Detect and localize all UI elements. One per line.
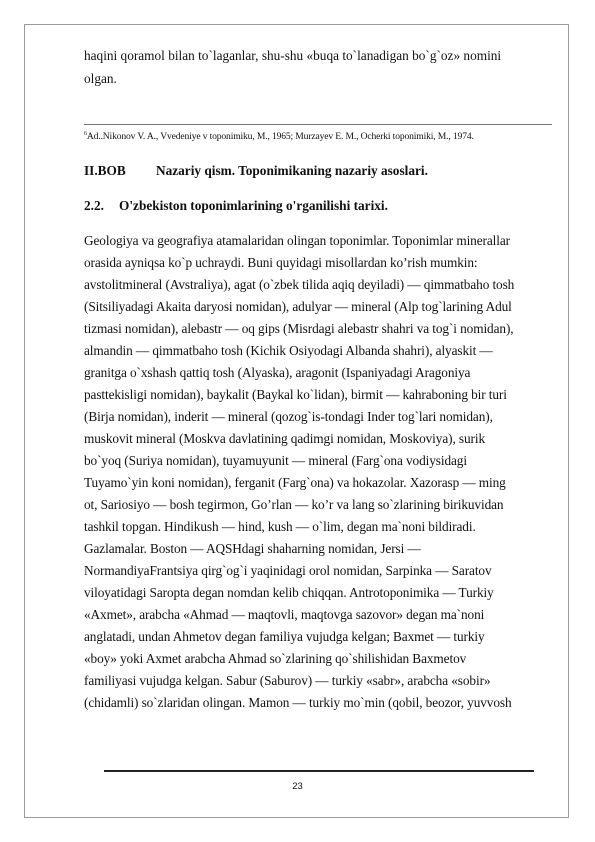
body-paragraph (84, 230, 552, 714)
section-heading (84, 198, 388, 214)
body-line: (chidamli) so`zlaridan olingan. Mamon — turkiy mo`min (qobil, beozor, yuvvosh (84, 695, 512, 710)
body-line: avstolitmineral (Avstraliya), agat (o`zbek tilida aqiq deyiladi) — qimmatbaho tosh (84, 277, 515, 292)
section-title: O'zbekiston toponimlarining o'rganilishi tarixi. (119, 198, 388, 213)
intro-block (84, 44, 552, 90)
footnote-text: Ad..Nikonov V. A., Vvedeniye v toponimiku, M., 1965; Murzayev E. M., Ocherki toponimiki, M., 1974. (86, 131, 474, 142)
footer-divider (104, 770, 534, 772)
intro-line: haqini qoramol bilan to`laganlar, shu-shu «buqa to`lanadigan bo`g`oz» nomini (84, 48, 502, 63)
body-line: NormandiyaFrantsiya qirg`og`i yaqinidagi orol nomidan, Sarpinka — Saratov (84, 563, 492, 578)
section-number: 2.2. (84, 198, 104, 213)
chapter-title: Nazariy qism. Toponimikaning nazariy asoslari. (156, 163, 428, 178)
intro-paragraph (84, 44, 524, 90)
footnote-marker: 6 (84, 130, 87, 137)
body-line: (Sitsiliyadagi Akaita daryosi nomidan), adulyar — mineral (Alp tog`larining Adul (84, 299, 512, 314)
body-line: almandin — qimmatbaho tosh (Kichik Osiyodagi Albanda shahri), alyaskit — (84, 343, 493, 358)
body-line: bo`yoq (Suriya nomidan), tuyamuyunit — mineral (Farg`ona vodiysidagi (84, 453, 467, 468)
intro-line: olgan. (84, 71, 117, 86)
body-line: Tuyamo`yin koni nomidan), ferganit (Farg`ona) va hokazolar. Xazorasp — ming (84, 475, 506, 490)
body-line: Geologiya va geografiya atamalaridan olingan toponimlar. Toponimlar minerallar (84, 233, 510, 248)
body-line: «Axmet», arabcha «Ahmad — maqtovli, maqtovga sazovor» degan ma`noni (84, 607, 485, 622)
body-line: tashkil topgan. Hindikush — hind, kush — o`lim, degan ma`noni bildiradi. (84, 519, 476, 534)
body-line: Gazlamalar. Boston — AQSHdagi shaharning nomidan, Jersi — (84, 541, 421, 556)
chapter-heading (84, 163, 428, 179)
body-line: familiyasi vujudga kelgan. Sabur (Saburov) — turkiy «sabr», arabcha «sobir» (84, 673, 491, 688)
body-line: viloyatidagi Saropta degan nomdan kelib chiqqan. Antrotoponimika — Turkiy (84, 585, 494, 600)
body-line: «boy» yoki Axmet arabcha Ahmad so`zlarining qo`shilishidan Baxmetov (84, 651, 467, 666)
footnote (84, 131, 554, 143)
footnote-divider (84, 124, 552, 125)
body-line: (Birja nomidan), inderit — mineral (qozog`is-tondagi Inder tog`lari nomidan), (84, 409, 493, 424)
body-line: muskovit mineral (Moskva davlatining qadimgi nomidan, Moskoviya), surik (84, 431, 485, 446)
body-line: ot, Sariosiyo — bosh tegirmon, Go’rlan — ko’r va lang so`zlarining birikuvidan (84, 497, 504, 512)
body-line: orasida ayniqsa ko`p uchraydi. Buni quyidagi misollardan ko’rish mumkin: (84, 255, 478, 270)
body-line: tizmasi nomidan), alebastr — oq gips (Misrdagi alebastr shahri va tog`i nomidan), (84, 321, 514, 336)
chapter-number: II.BOB (84, 163, 126, 178)
body-line: pasttekisligi nomidan), baykalit (Baykal ko`lidan), birmit — kahraboning bir turi (84, 387, 507, 402)
page-number: 23 (292, 781, 303, 792)
body-line: anglatadi, undan Ahmetov degan familiya vujudga kelgan; Baxmet — turkiy (84, 629, 485, 644)
body-line: granitga o`xshash qattiq tosh (Alyaska), aragonit (Ispaniyadagi Aragoniya (84, 365, 471, 380)
